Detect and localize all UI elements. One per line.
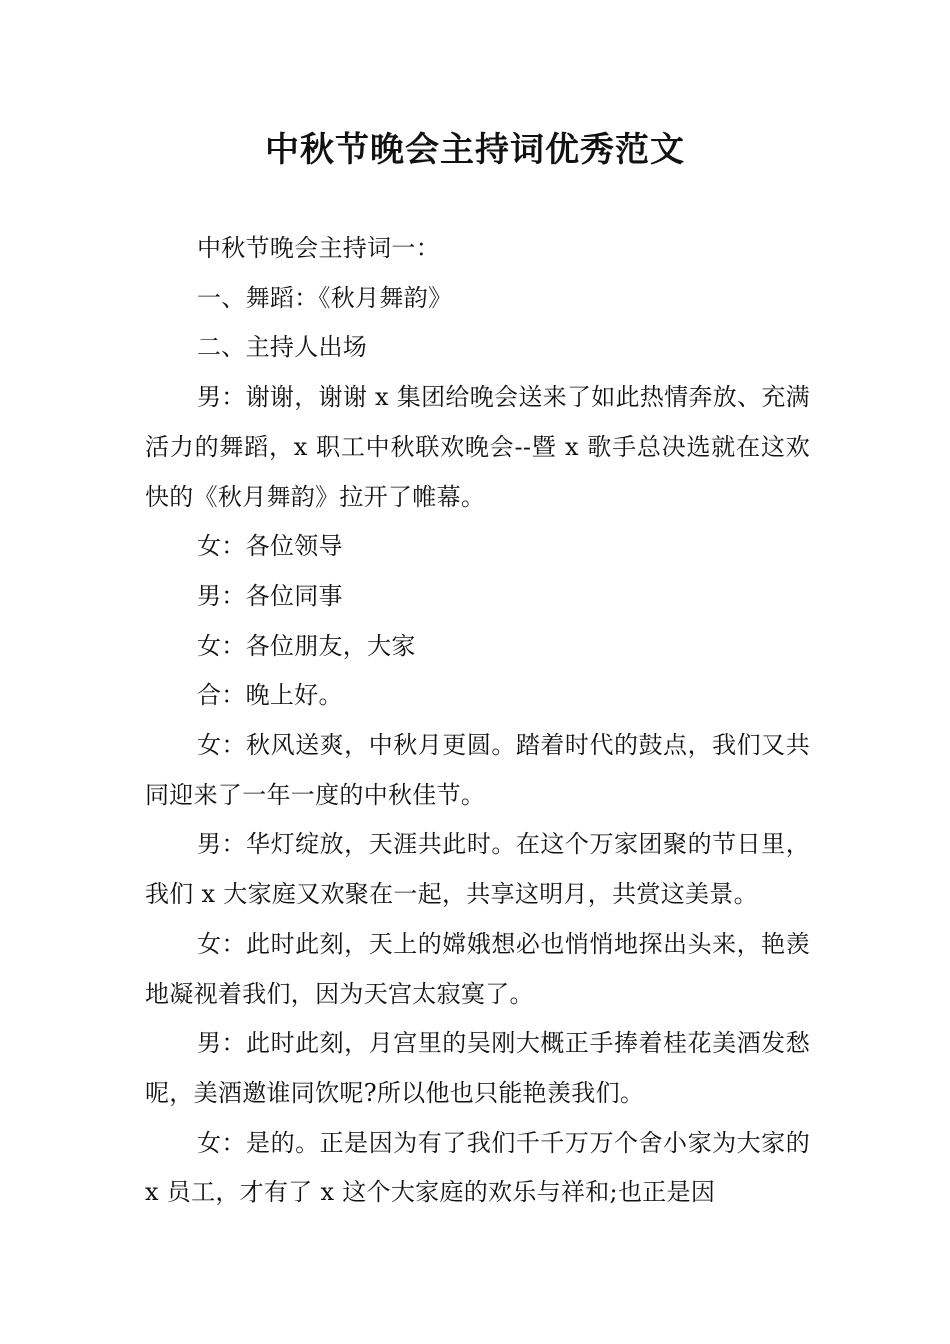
paragraph: 女：各位朋友，大家: [197, 631, 416, 660]
paragraph: 合：晚上好。: [197, 681, 343, 710]
document-title: 中秋节晚会主持词优秀范文: [265, 130, 685, 170]
paragraph: 女：秋风送爽，中秋月更圆。踏着时代的鼓点，我们又共同迎来了一年一度的中秋佳节。: [145, 731, 810, 809]
paragraph: 中秋节晚会主持词一：: [197, 234, 440, 262]
paragraph: 女：各位领导: [197, 532, 343, 561]
paragraph: 男：谢谢，谢谢 x 集团给晚会送来了如此热情奔放、充满活力的舞蹈，x 职工中秋联欢晚会--暨 x 歌手总决选就在这欢快的《秋月舞韵》拉开了帷幕。: [145, 383, 810, 511]
paragraph: 女：此时此刻，天上的嫦娥想必也悄悄地探出头来，艳羡地凝视着我们，因为天宫太寂寞了。: [145, 929, 810, 1008]
paragraph: 男：此时此刻，月宫里的吴刚大概正手捧着桂花美酒发愁呢，美酒邀谁同饮呢?所以他也只能艳羡我们。: [145, 1029, 810, 1107]
paragraph: 二、主持人出场: [197, 333, 368, 362]
paragraph: 男：各位同事: [197, 581, 343, 610]
paragraph: 男：华灯绽放，天涯共此时。在这个万家团聚的节日里，我们 x 大家庭又欢聚在一起，共享这明月，共赏这美景。: [145, 830, 810, 909]
paragraph: 女：是的。正是因为有了我们千千万万个舍小家为大家的 x 员工，才有了 x 这个大家庭的欢乐与祥和;也正是因: [145, 1128, 810, 1207]
paragraph: 一、舞蹈：《秋月舞韵》: [197, 283, 453, 312]
document-body: [145, 224, 810, 1218]
